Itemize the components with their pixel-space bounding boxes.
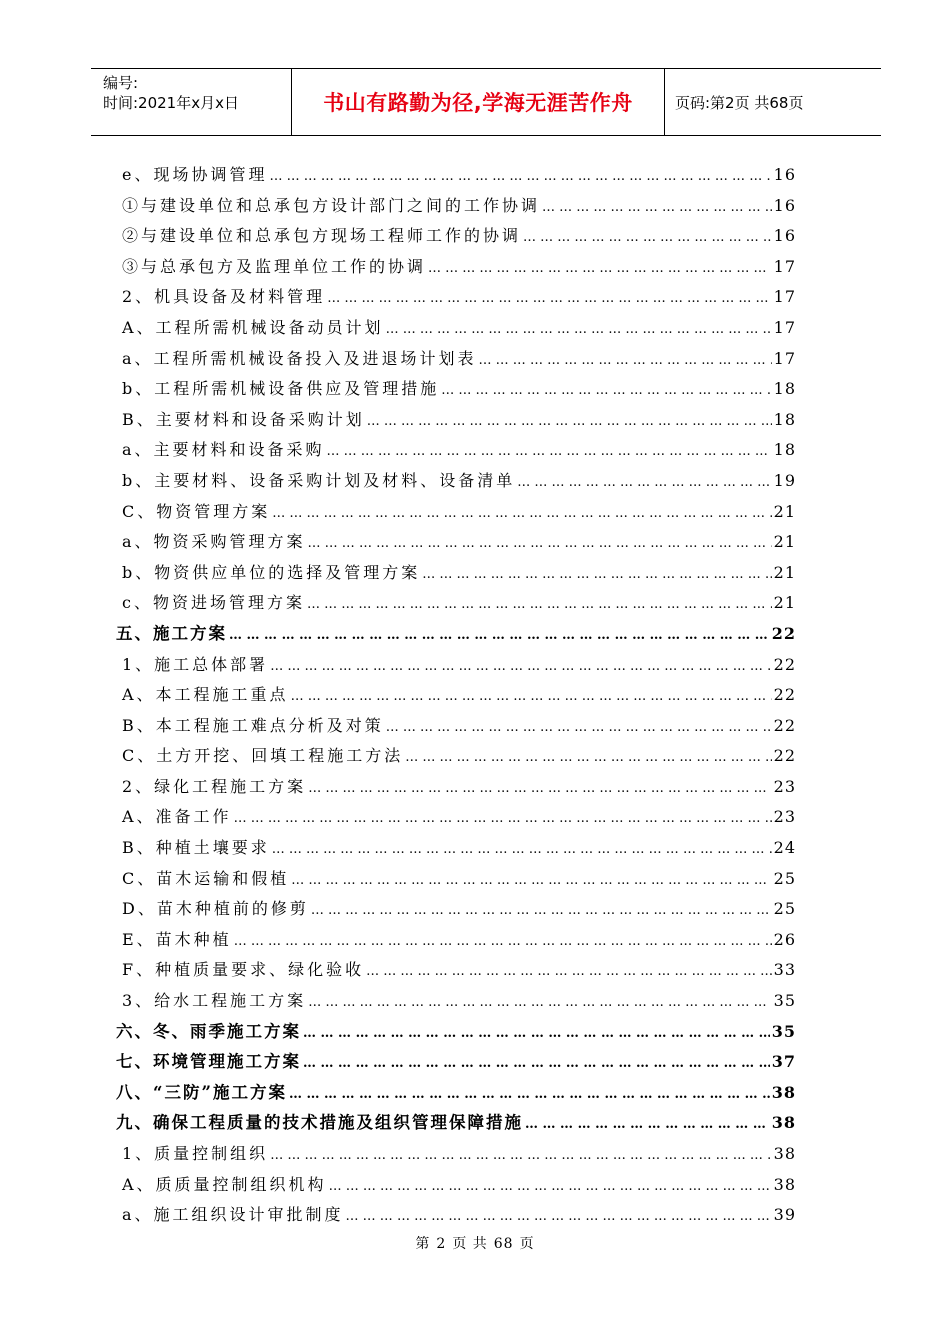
toc-leader-dots [367, 407, 772, 438]
toc-leader-dots [234, 927, 772, 958]
toc-entry-title: 3、给水工程施工方案 [122, 991, 307, 1011]
toc-entry-page: 21 [773, 532, 796, 552]
header-meta [91, 69, 292, 135]
toc-entry[interactable] [116, 160, 796, 191]
footer-middle: 页 共 [452, 1236, 488, 1252]
toc-entry-page: 25 [773, 868, 796, 888]
toc-entry-title: ②与建设单位和总承包方现场工程师工作的协调 [122, 226, 522, 246]
toc-entry[interactable] [116, 221, 796, 252]
toc-entry-page: 22 [773, 746, 796, 766]
toc-leader-dots [523, 223, 772, 254]
toc-entry-title: F、种植质量要求、绿化验收 [122, 960, 365, 980]
toc-leader-dots [517, 468, 771, 499]
toc-leader-dots [525, 1110, 770, 1141]
toc-entry-title: E、苗木种植 [122, 929, 232, 949]
toc-entry[interactable] [116, 680, 796, 711]
toc-entry-page: 38 [771, 1082, 796, 1102]
toc-entry-page: 22 [773, 715, 796, 735]
toc-entry-title: 八、“三防”施工方案 [116, 1082, 287, 1102]
toc-entry-page: 38 [771, 1113, 796, 1133]
toc-entry-page: 22 [773, 685, 796, 705]
header-motto: 书山有路勤为径,学海无涯苦作舟 [292, 69, 665, 135]
toc-entry-page: 16 [773, 195, 796, 215]
toc-entry[interactable] [116, 374, 796, 405]
toc-entry-page: 16 [773, 226, 796, 246]
toc-entry-title: B、种植土壤要求 [122, 838, 270, 858]
toc-entry-page: 19 [773, 470, 796, 490]
toc-entry[interactable] [116, 1017, 796, 1048]
toc-entry[interactable] [116, 1047, 796, 1078]
toc-leader-dots [366, 957, 772, 988]
toc-entry-page: 35 [771, 1021, 796, 1041]
toc-leader-dots [308, 988, 771, 1019]
toc-leader-dots [270, 1141, 771, 1172]
toc-entry[interactable] [116, 282, 796, 313]
toc-entry-title: B、本工程施工难点分析及对策 [122, 715, 384, 735]
toc-leader-dots [329, 1172, 772, 1203]
toc-entry-page: 38 [773, 1144, 796, 1163]
toc-entry-title: C、苗木运输和假植 [122, 868, 290, 888]
toc-entry-page: 25 [773, 899, 796, 919]
toc-leader-dots [289, 1080, 770, 1111]
toc-leader-dots [303, 1019, 770, 1050]
toc-leader-dots [428, 254, 772, 285]
toc-entry[interactable] [116, 955, 796, 986]
toc-entry-page: 23 [773, 807, 796, 827]
toc-leader-dots [272, 835, 772, 866]
toc-entry[interactable] [116, 894, 796, 925]
toc-entry[interactable] [116, 1139, 796, 1170]
toc-entry-title: a、工程所需机械设备投入及进退场计划表 [122, 348, 477, 368]
footer-suffix: 页 [519, 1236, 535, 1252]
toc-entry-title: 六、冬、雨季施工方案 [116, 1021, 301, 1041]
toc-entry[interactable] [116, 864, 796, 895]
toc-entry-title: e、现场协调管理 [122, 165, 268, 184]
toc-entry-title: A、本工程施工重点 [122, 685, 289, 705]
footer-total-pages: 68 [493, 1236, 514, 1252]
toc-entry[interactable] [116, 772, 796, 803]
toc-entry[interactable] [116, 986, 796, 1017]
toc-entry-title: A、质质量控制组织机构 [122, 1174, 327, 1194]
toc-entry-title: a、施工组织设计审批制度 [122, 1205, 344, 1225]
toc-entry[interactable] [116, 1078, 796, 1109]
toc-entry-page: 17 [773, 317, 796, 337]
toc-leader-dots [327, 437, 772, 468]
toc-entry-page: 39 [773, 1205, 796, 1225]
toc-leader-dots [272, 499, 771, 530]
toc-leader-dots [307, 590, 772, 621]
toc-entry-title: c、物资进场管理方案 [122, 593, 305, 613]
toc-entry-title: a、物资采购管理方案 [122, 532, 306, 552]
toc-entry-page: 21 [773, 501, 796, 521]
toc-entry-title: b、主要材料、设备采购计划及材料、设备清单 [122, 470, 516, 490]
footer-prefix: 第 [415, 1236, 431, 1252]
toc-entry-title: ①与建设单位和总承包方设计部门之间的工作协调 [122, 195, 541, 215]
table-of-contents [116, 160, 796, 1231]
toc-entry[interactable] [116, 588, 796, 619]
toc-entry-page: 18 [773, 409, 796, 429]
toc-leader-dots [308, 529, 772, 560]
toc-entry[interactable] [116, 252, 796, 283]
toc-entry-page: 22 [773, 654, 796, 674]
toc-entry-page: 18 [773, 440, 796, 460]
page-header [91, 68, 881, 136]
toc-leader-dots [405, 743, 771, 774]
toc-entry-title: 七、环境管理施工方案 [116, 1052, 301, 1072]
toc-entry-title: a、主要材料和设备采购 [122, 440, 325, 460]
toc-entry-page: 37 [771, 1052, 796, 1072]
toc-entry[interactable] [116, 435, 796, 466]
toc-entry-title: A、准备工作 [122, 807, 232, 827]
footer-page-number: 2 [436, 1236, 447, 1252]
toc-leader-dots [270, 652, 771, 683]
toc-leader-dots [479, 346, 772, 377]
header-page-info: 页码:第2页 共68页 [675, 93, 804, 112]
number-label: 编号: [103, 74, 139, 92]
toc-leader-dots [386, 315, 772, 346]
toc-entry-title: b、工程所需机械设备供应及管理措施 [122, 379, 440, 399]
toc-entry-page: 17 [773, 287, 796, 307]
toc-leader-dots [234, 804, 772, 835]
toc-leader-dots [269, 162, 771, 193]
toc-entry[interactable] [116, 344, 796, 375]
toc-entry[interactable] [116, 802, 796, 833]
toc-entry-title: b、物资供应单位的选择及管理方案 [122, 562, 421, 582]
toc-entry[interactable] [116, 558, 796, 589]
toc-entry[interactable] [116, 1170, 796, 1201]
toc-leader-dots [327, 284, 771, 315]
toc-entry[interactable] [116, 650, 796, 681]
toc-entry[interactable] [116, 313, 796, 344]
toc-entry-page: 23 [773, 776, 796, 796]
toc-entry[interactable] [116, 925, 796, 956]
toc-entry-title: B、主要材料和设备采购计划 [122, 409, 365, 429]
toc-entry[interactable] [116, 1200, 796, 1231]
toc-entry[interactable] [116, 1108, 796, 1139]
toc-entry[interactable] [116, 466, 796, 497]
toc-leader-dots [303, 1049, 770, 1080]
toc-leader-dots [311, 896, 772, 927]
toc-entry-title: A、工程所需机械设备动员计划 [122, 317, 384, 337]
toc-entry[interactable] [116, 497, 796, 528]
toc-leader-dots [422, 560, 771, 591]
toc-entry-title: ③与总承包方及监理单位工作的协调 [122, 256, 427, 276]
toc-entry[interactable] [116, 741, 796, 772]
toc-entry-title: 1、质量控制组织 [122, 1144, 269, 1163]
toc-entry-title: C、土方开挖、回填工程施工方法 [122, 746, 404, 766]
toc-entry[interactable] [116, 191, 796, 222]
toc-entry-title: D、苗木种植前的修剪 [122, 899, 309, 919]
toc-entry-page: 22 [771, 623, 796, 643]
toc-entry-page: 18 [773, 379, 796, 399]
toc-leader-dots [386, 713, 772, 744]
toc-leader-dots [542, 193, 772, 224]
toc-leader-dots [229, 621, 770, 652]
toc-entry-page: 35 [773, 991, 796, 1011]
toc-entry[interactable] [116, 527, 796, 558]
toc-entry-title: 1、施工总体部署 [122, 654, 269, 674]
toc-leader-dots [308, 774, 771, 805]
toc-entry-title: C、物资管理方案 [122, 501, 271, 521]
toc-entry[interactable] [116, 711, 796, 742]
toc-entry-page: 38 [773, 1174, 796, 1194]
toc-entry-page: 24 [773, 838, 796, 858]
toc-entry-page: 17 [773, 348, 796, 368]
toc-entry-page: 21 [773, 593, 796, 613]
time-label: 时间:2021年x月x日 [103, 94, 239, 112]
toc-leader-dots [441, 376, 771, 407]
toc-entry[interactable] [116, 619, 796, 650]
toc-entry-page: 33 [773, 960, 796, 980]
toc-entry-title: 2、机具设备及材料管理 [122, 287, 326, 307]
toc-entry-title: 五、施工方案 [116, 623, 227, 643]
toc-leader-dots [291, 866, 771, 897]
toc-entry-title: 2、绿化工程施工方案 [122, 776, 307, 796]
toc-leader-dots [291, 682, 772, 713]
toc-entry-page: 16 [773, 165, 796, 184]
toc-entry-page: 17 [773, 256, 796, 276]
toc-entry[interactable] [116, 833, 796, 864]
toc-entry[interactable] [116, 405, 796, 436]
toc-entry-page: 26 [773, 929, 796, 949]
page-footer [0, 1233, 950, 1253]
toc-leader-dots [346, 1202, 772, 1233]
toc-entry-page: 21 [773, 562, 796, 582]
toc-entry-title: 九、确保工程质量的技术措施及组织管理保障措施 [116, 1113, 523, 1133]
